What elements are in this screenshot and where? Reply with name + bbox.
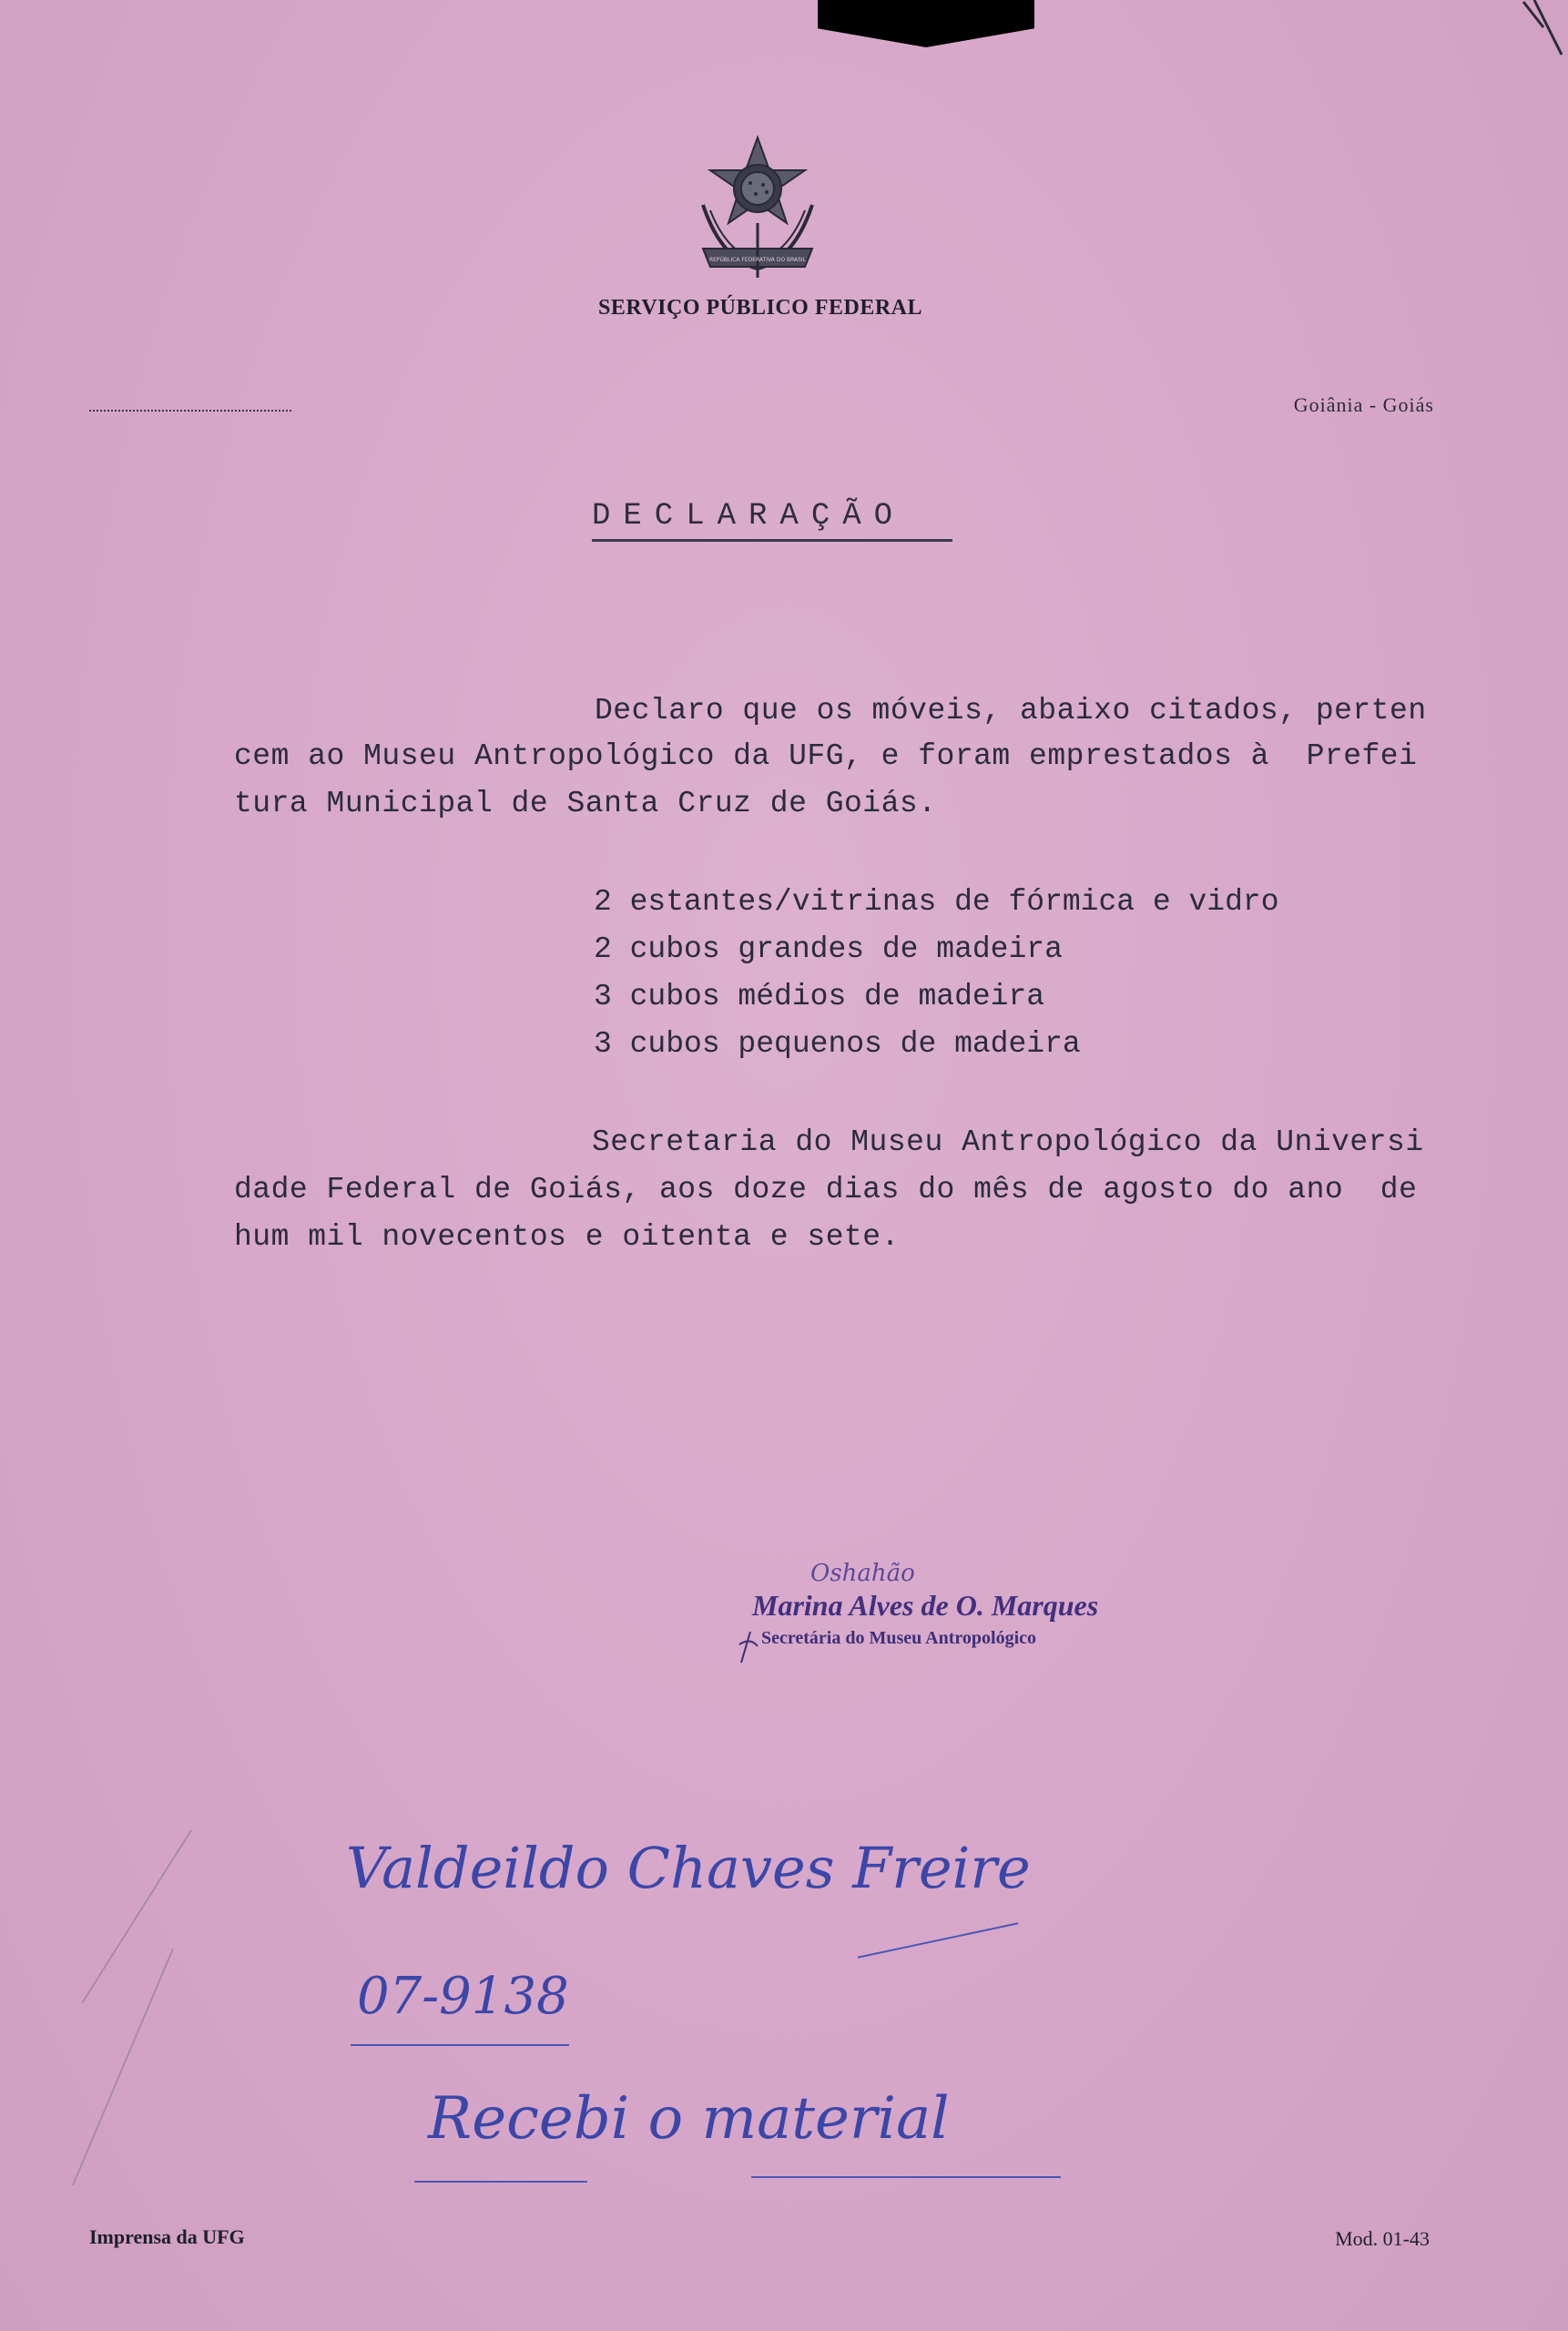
paragraph2-line1: Secretaria do Museu Antropológico da Universi (592, 1125, 1424, 1159)
signature-scribble: Oshahão (810, 1560, 915, 1587)
receipt-note-handwritten: Recebi o material (428, 2085, 950, 2153)
form-code: Mod. 01-43 (1335, 2227, 1430, 2250)
corner-fold-mark (1516, 0, 1568, 73)
printer-label: Imprensa da UFG (89, 2225, 245, 2248)
location-label: Goiânia - Goiás (1293, 393, 1434, 416)
title-underline (592, 539, 952, 542)
list-item: 2 estantes/vitrinas de fórmica e vidro (594, 885, 1279, 919)
paragraph1-line2: cem ao Museu Antropológico da UFG, e foram emprestados à Prefei (234, 739, 1418, 773)
pencil-marks (64, 1821, 246, 2204)
name-underline (858, 1922, 1018, 1958)
id-underline (351, 2044, 569, 2046)
paragraph1-line3: tura Municipal de Santa Cruz de Goiás. (234, 787, 937, 820)
list-item: 3 cubos médios de madeira (594, 980, 1045, 1013)
receiver-name-handwritten: Valdeildo Chaves Freire (346, 1835, 1031, 1901)
receiver-id-handwritten: 07-9138 (357, 1967, 569, 2026)
paragraph1-line1: Declaro que os móveis, abaixo citados, perten (595, 694, 1427, 728)
note-underline-right (751, 2176, 1061, 2178)
date-dotted-line (89, 410, 291, 412)
binder-tab (818, 0, 1034, 47)
signatory-name: Marina Alves de O. Marques (752, 1589, 1099, 1622)
document-title: DECLARAÇÃO (592, 499, 906, 534)
signature-flourish-icon (738, 1628, 761, 1664)
list-item: 2 cubos grandes de madeira (594, 932, 1063, 966)
brazil-coat-of-arms-icon (685, 132, 830, 287)
svg-text:REPÚBLICA FEDERATIVA DO BRASIL: REPÚBLICA FEDERATIVA DO BRASIL (708, 257, 807, 263)
paragraph2-line3: hum mil novecentos e oitenta e sete. (234, 1220, 900, 1254)
note-underline-left (414, 2181, 587, 2183)
paragraph2-line2: dade Federal de Goiás, aos doze dias do mês de agosto do ano de (234, 1173, 1418, 1206)
service-title: SERVIÇO PÚBLICO FEDERAL (597, 296, 923, 320)
signatory-role: Secretária do Museu Antropológico (761, 1628, 1037, 1648)
list-item: 3 cubos pequenos de madeira (594, 1027, 1081, 1061)
